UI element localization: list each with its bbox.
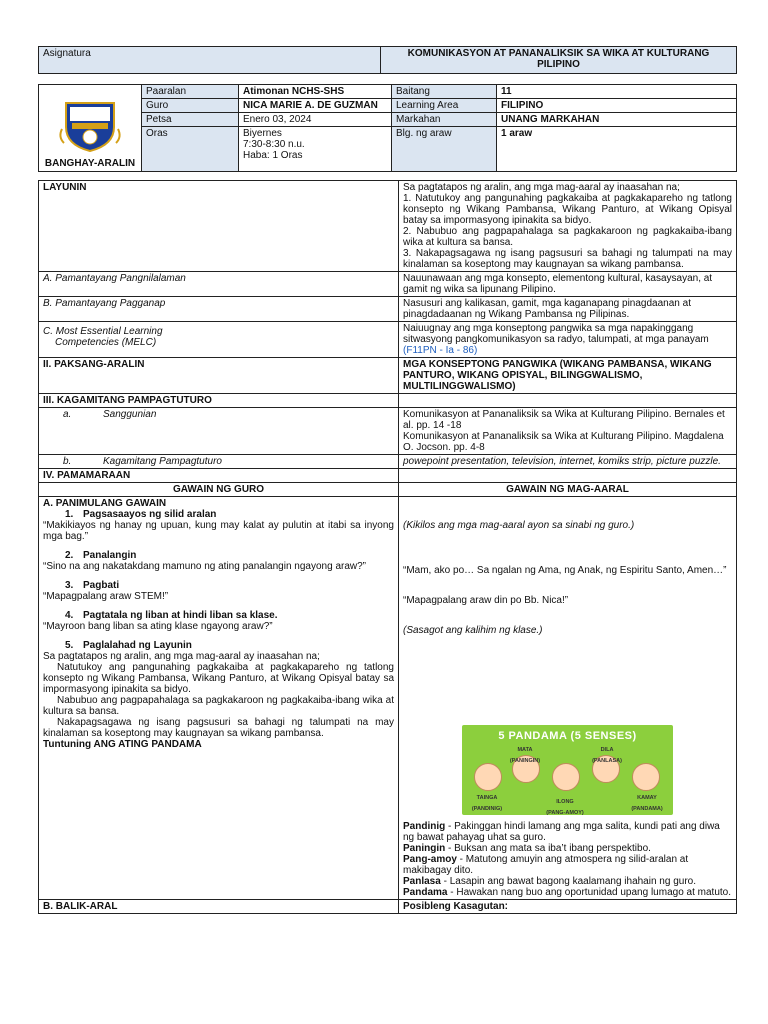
subject-value: KOMUNIKASYON AT PANANALIKSIK SA WIKA AT KULTURANG PILIPINO — [381, 47, 737, 74]
info-value-blg: 1 araw — [497, 127, 737, 172]
melc-label-line-2: Competencies (MELC) — [55, 337, 157, 348]
step-4-head: 4. Pagtatala ng liban at hindi liban sa klase. — [65, 610, 278, 621]
panimula-label: A. PANIMULANG GAWAIN — [43, 498, 167, 509]
sanggunian-letter: a. — [63, 409, 72, 420]
kagamitan-label: III. KAGAMITANG PAMPAGTUTURO — [39, 394, 399, 408]
resp-4: (Sasagot ang kalihim ng klase.) — [403, 625, 543, 636]
sanggunian-ref-1: Komunikasyon at Pananaliksik sa Wika at Kulturang Pilipino. Bernales et al. pp. 14 -18 — [403, 409, 725, 431]
resp-3: “Mapagpalang araw din po Bb. Nica!” — [403, 595, 569, 606]
step-5-text: Sa pagtatapos ng aralin, ang mga mag-aaral ay inaasahan na; — [43, 651, 320, 662]
sanggunian-ref-2: Komunikasyon at Pananaliksik sa Wika at Kulturang Pilipino. Magdalena O. Jocson. pp. 4-8 — [403, 431, 724, 453]
info-label-guro: Guro — [142, 99, 239, 113]
oras-duration: Haba: 1 Oras — [243, 150, 303, 161]
guro-activities — [39, 497, 399, 900]
info-label-markahan: Markahan — [392, 113, 497, 127]
paksang-aralin-value: MGA KONSEPTONG PANGWIKA (WIKANG PAMBANSA, WIKANG PANTURO, WIKANG OPISYAL, BILINGGWALISMO, MULTILINGGWALISMO) — [399, 358, 737, 394]
melc-label-line-1: C. Most Essential Learning — [43, 326, 163, 337]
senses-label-tainga: TAINGA (PANDINIG) — [471, 795, 503, 812]
melc-text: Naiuugnay ang mga konseptong pangwika sa mga napakinggang sitwasyong pangkomunikasyon sa radyo, talumpati, at mga panayam — [403, 323, 709, 345]
sense-pang-amoy: Pang-amoy - Matutong amuyin ang atmospera ng silid-aralan at makibagay dito. — [403, 854, 689, 876]
nose-face-icon — [552, 763, 580, 791]
layunin-value — [399, 181, 737, 272]
layunin-item-1: 1. Natutukoy ang pangunahing pagkakaiba at pagkakapareho ng tatlong konsepto ng Wikang Pambansa, Wikang Panturo, at Wikang Opisyal batay sa impormasyong ipinakita sa bidyo. — [403, 193, 732, 226]
info-value-learning-area: FILIPINO — [497, 99, 737, 113]
info-label-blg: Blg. ng araw — [392, 127, 497, 172]
senses-label-dila: DILA (PANLASA) — [592, 747, 622, 764]
info-label-petsa: Petsa — [142, 113, 239, 127]
col-header-guro: GAWAIN NG GURO — [39, 483, 399, 497]
sense-pandinig: Pandinig - Pakinggan hindi lamang ang mga salita, kundi pati ang diwa ng bawat pahayag uhat sa guro. — [403, 821, 720, 843]
info-value-baitang: 11 — [497, 85, 737, 99]
school-logo-icon — [56, 97, 124, 153]
senses-image — [462, 725, 673, 815]
pamantayang-pagganap-label: B. Pamantayang Pagganap — [39, 297, 399, 322]
info-value-paaralan: Atimonan NCHS-SHS — [239, 85, 392, 99]
main-table — [38, 180, 737, 914]
melc-label — [39, 322, 399, 358]
resp-2: “Mam, ako po… Sa ngalan ng Ama, ng Anak, ng Espiritu Santo, Amen…” — [403, 565, 727, 576]
info-label-oras: Oras — [142, 127, 239, 172]
magaaral-activities — [399, 497, 737, 900]
objective-line-2: Nabubuo ang pagpapahalaga sa pagkakaroon ng pagkakaiba-ibang wika at kultura sa bansa. — [43, 695, 394, 717]
pamamaraan-empty — [399, 469, 737, 483]
sanggunian-text: Sanggunian — [103, 409, 157, 420]
sense-paningin: Paningin - Buksan ang mata sa iba’t ibang perspektibo. — [403, 843, 651, 854]
kagamitan-letter: b. — [63, 456, 72, 467]
info-label-baitang: Baitang — [392, 85, 497, 99]
balik-aral-label: B. BALIK-ARAL — [39, 900, 399, 914]
paksang-aralin-label: II. PAKSANG-ARALIN — [39, 358, 399, 394]
layunin-item-3: 3. Nakapagsagawa ng isang pagsusuri sa bahagi ng talumpati na may kinalaman sa koseptong may kaugnayan sa wikang pambansa. — [403, 248, 732, 270]
pamantayang-pangnilalaman-label: A. Pamantayang Pangnilalaman — [39, 272, 399, 297]
senses-label-kamay: KAMAY (PANDAMA) — [631, 795, 663, 812]
senses-label-ilong: ILONG (PANG-AMOY) — [546, 799, 584, 815]
ear-face-icon — [474, 763, 502, 791]
posibleng-kasagutan-label: Posibleng Kasagutan: — [399, 900, 737, 914]
melc-value — [399, 322, 737, 358]
step-3-text: “Mapagpalang araw STEM!” — [43, 591, 169, 602]
pamantayang-pagganap-value: Nasusuri ang kalikasan, gamit, mga kaganapang pinagdaanan at pinagdadaanan ng Wikang Pambansa ng Pilipinas. — [399, 297, 737, 322]
sense-pandama: Pandama - Hawakan nang buo ang oportunidad upang lumago at matuto. — [403, 887, 732, 898]
layunin-label: LAYUNIN — [39, 181, 399, 272]
kagamitan-empty — [399, 394, 737, 408]
oras-day: Biyernes — [243, 128, 282, 139]
sense-panlasa: Panlasa - Lasapin ang bawat bagong kaalamang ihahain ng guro. — [403, 876, 697, 887]
tuntuning-line: Tuntuning ANG ATING PANDAMA — [43, 739, 202, 750]
pamamaraan-label: IV. PAMAMARAAN — [39, 469, 399, 483]
sanggunian-value — [399, 408, 737, 455]
step-1-text: “Makikiayos ng hanay ng upuan, kung may kalat ay pulutin at itabi sa inyong mga bag.” — [43, 520, 394, 542]
info-label-paaralan: Paaralan — [142, 85, 239, 99]
header-table — [38, 46, 737, 74]
step-1-head: 1. Pagsasaayos ng silid aralan — [65, 509, 217, 520]
step-3-head: 3. Pagbati — [65, 580, 120, 591]
step-5-head: 5. Paglalahad ng Layunin — [65, 640, 192, 651]
layunin-item-2: 2. Nabubuo ang pagpapahalaga sa pagkakaroon ng pagkakaiba-ibang wika at kultura sa bansa. — [403, 226, 732, 248]
kagamitan-sub-label — [39, 455, 399, 469]
layunin-intro: Sa pagtatapos ng aralin, ang mga mag-aaral ay inaasahan na; — [403, 182, 680, 193]
info-value-petsa: Enero 03, 2024 — [239, 113, 392, 127]
senses-label-mata: MATA (PANINGIN) — [509, 747, 541, 764]
pamantayang-pangnilalaman-value: Nauunawaan ang mga konsepto, elementong kultural, kasaysayan, at gamit ng wika sa lipunang Pilipino. — [399, 272, 737, 297]
info-value-markahan: UNANG MARKAHAN — [497, 113, 737, 127]
subject-label: Asignatura — [39, 47, 381, 74]
resp-1: (Kikilos ang mga mag-aaral ayon sa sinabi ng guro.) — [403, 520, 635, 531]
step-2-head: 2. Panalangin — [65, 550, 137, 561]
info-value-oras — [239, 127, 392, 172]
info-table — [38, 84, 737, 172]
senses-image-title: 5 PANDAMA (5 SENSES) — [498, 730, 637, 742]
hand-face-icon — [632, 763, 660, 791]
objective-line-1: Natutukoy ang pangunahing pagkakaiba at pagkakapareho ng tatlong konsepto ng Wikang Pambansa, Wikang Panturo, at Wikang Opisyal batay sa impormasyong ipinakita sa bidyo. — [43, 662, 394, 695]
col-header-magaaral: GAWAIN NG MAG-AARAL — [399, 483, 737, 497]
sanggunian-label — [39, 408, 399, 455]
melc-code: (F11PN - Ia - 86) — [403, 345, 478, 356]
info-label-learning-area: Learning Area — [392, 99, 497, 113]
logo-caption: BANGHAY-ARALIN — [44, 158, 136, 169]
oras-time: 7:30-8:30 n.u. — [243, 139, 305, 150]
info-value-guro: NICA MARIE A. DE GUZMAN — [239, 99, 392, 113]
step-4-text: “Mayroon bang liban sa ating klase ngayong araw?” — [43, 621, 273, 632]
logo-cell — [39, 85, 142, 172]
kagamitan-sub-text: Kagamitang Pampagtuturo — [103, 456, 222, 467]
kagamitan-value: powepoint presentation, television, internet, komiks strip, picture puzzle. — [399, 455, 737, 469]
objective-line-3: Nakapagsagawa ng isang pagsusuri sa bahagi ng talumpati na may kinalaman sa koseptong may kaugnayan sa wikang pambansa. — [43, 717, 394, 739]
step-2-text: “Sino na ang nakatakdang mamuno ng ating panalangin ngayong araw?” — [43, 561, 367, 572]
